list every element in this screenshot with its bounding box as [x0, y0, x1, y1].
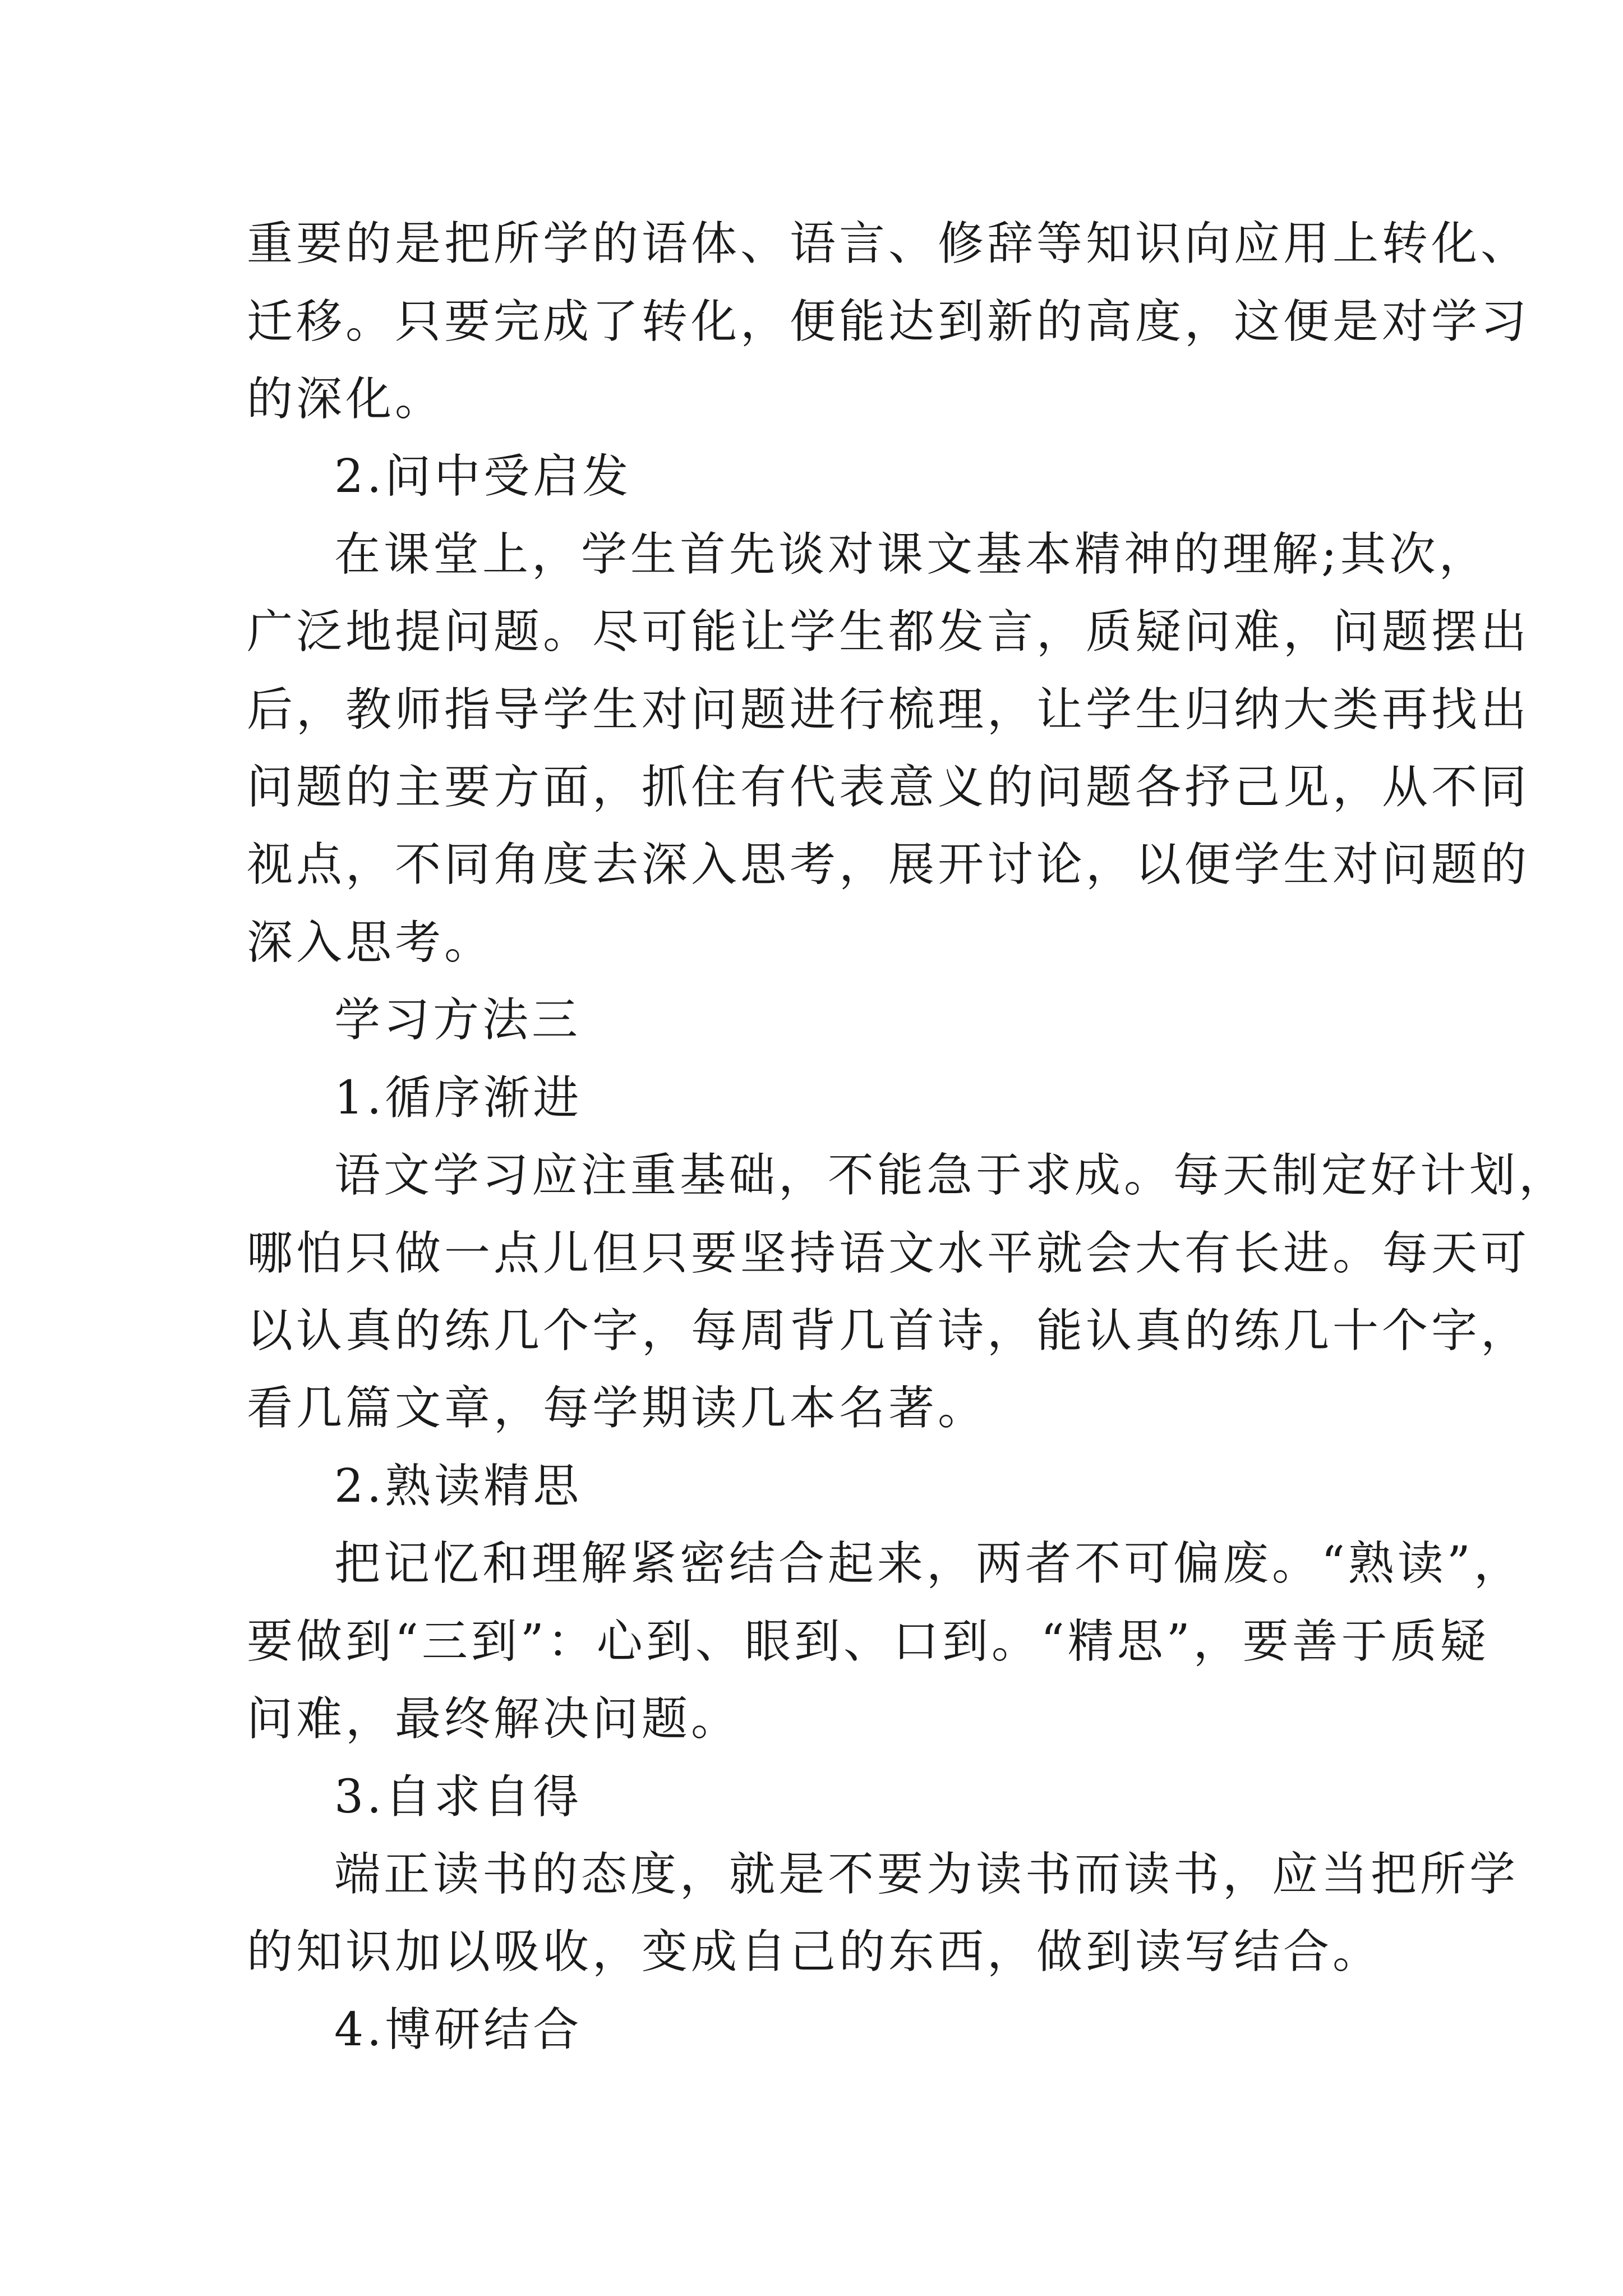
- paragraph-line-17: 端正读书的态度，就是不要为读书而读书，应当把所学: [334, 1848, 1519, 1901]
- paragraph-line-11: 哪怕只做一点儿但只要坚持语文水平就会大有长进。每天可: [247, 1227, 1530, 1280]
- paragraph-line-1: 重要的是把所学的语体、语言、修辞等知识向应用上转化、: [247, 217, 1530, 270]
- paragraph-line-8: 视点，不同角度去深入思考，展开讨论，以便学生对问题的: [247, 838, 1530, 891]
- subheading-4: 4.博研结合: [334, 2003, 583, 2056]
- section-heading: 学习方法三: [334, 993, 582, 1047]
- paragraph-line-7: 问题的主要方面，抓住有代表意义的问题各抒己见，从不同: [247, 761, 1530, 814]
- paragraph-line-13: 看几篇文章，每学期读几本名著。: [247, 1382, 988, 1435]
- paragraph-line-4: 在课堂上，学生首先谈对课文基本精神的理解;其次，: [334, 528, 1488, 581]
- paragraph-line-15: 要做到“三到”：心到、眼到、口到。“精思”，要善于质疑: [247, 1615, 1490, 1668]
- paragraph-line-12: 以认真的练几个字，每周背几首诗，能认真的练几十个字，: [247, 1304, 1530, 1358]
- subheading-3: 3.自求自得: [334, 1770, 583, 1824]
- paragraph-line-3: 的深化。: [247, 372, 445, 426]
- subheading-2: 2.问中受启发: [334, 450, 632, 503]
- subheading-2b: 2.熟读精思: [334, 1460, 583, 1513]
- subheading-1: 1.循序渐进: [334, 1071, 583, 1125]
- paragraph-line-5: 广泛地提问题。尽可能让学生都发言，质疑问难，问题摆出: [247, 605, 1530, 659]
- paragraph-line-2: 迁移。只要完成了转化，便能达到新的高度，这便是对学习: [247, 295, 1530, 348]
- paragraph-line-18: 的知识加以吸收，变成自己的东西，做到读写结合。: [247, 1925, 1382, 1978]
- paragraph-line-6: 后，教师指导学生对问题进行梳理，让学生归纳大类再找出: [247, 683, 1530, 737]
- paragraph-line-9: 深入思考。: [247, 916, 494, 969]
- paragraph-line-10: 语文学习应注重基础，不能急于求成。每天制定好计划，: [334, 1149, 1569, 1202]
- paragraph-line-16: 问难，最终解决问题。: [247, 1692, 741, 1746]
- paragraph-line-14: 把记忆和理解紧密结合起来，两者不可偏废。“熟读”，: [334, 1537, 1523, 1590]
